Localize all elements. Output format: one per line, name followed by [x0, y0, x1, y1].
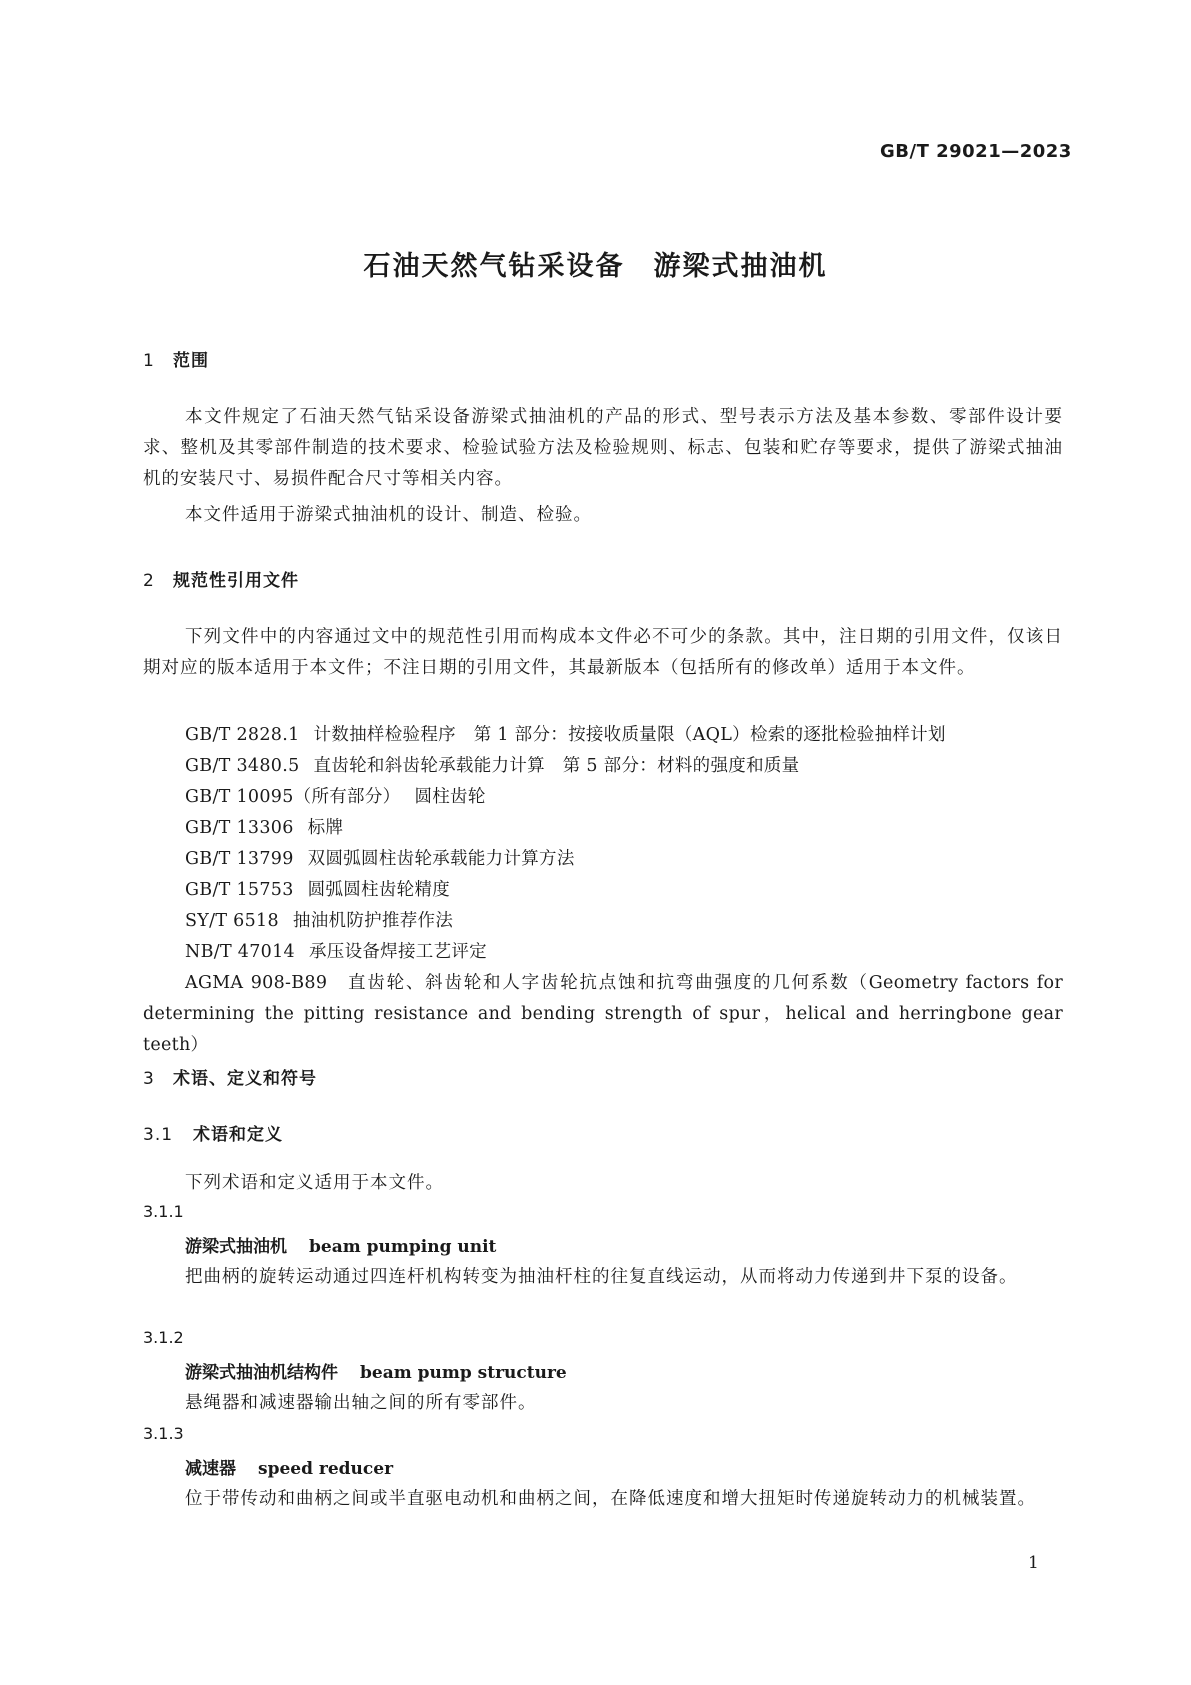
page-number: 1 [1028, 1553, 1039, 1573]
terms-intro: 下列术语和定义适用于本文件。 [185, 1173, 444, 1193]
reference-item [185, 720, 946, 751]
reference-title: 承压设备焊接工艺评定 [308, 942, 487, 962]
reference-item [185, 875, 450, 906]
standard-code: GB/T 29021—2023 [880, 141, 1072, 162]
subsection-title: 术语和定义 [193, 1125, 283, 1145]
normative-intro: 下列文件中的内容通过文中的规范性引用而构成本文件必不可少的条款。其中，注日期的引用文件，仅该日期对应的版本适用于本文件；不注日期的引用文件，其最新版本（包括所有的修改单）适用于本文件。 [143, 627, 1063, 678]
section-3-heading [143, 1064, 317, 1089]
term-entry [185, 1454, 393, 1479]
section-1-heading [143, 346, 209, 371]
section-number: 2 [143, 571, 155, 591]
reference-title: 双圆弧圆柱齿轮承载能力计算方法 [307, 849, 575, 869]
reference-code: NB/T 47014 [185, 942, 295, 962]
term-cn: 游梁式抽油机结构件 [185, 1363, 338, 1383]
reference-item [185, 937, 487, 968]
reference-title: 计数抽样检验程序 第 1 部分：按接收质量限（AQL）检索的逐批检验抽样计划 [313, 725, 946, 745]
subsection-number: 3.1 [143, 1125, 174, 1145]
document-title: 石油天然气钻采设备 游梁式抽油机 [363, 251, 828, 282]
scope-paragraph-2: 本文件适用于游梁式抽油机的设计、制造、检验。 [185, 505, 592, 525]
reference-title: 圆柱齿轮 [414, 787, 486, 807]
term-entry [185, 1232, 496, 1257]
reference-code: GB/T 13799 [185, 849, 294, 869]
term-en: beam pumping unit [309, 1237, 497, 1257]
section-number: 1 [143, 351, 155, 371]
term-en: speed reducer [258, 1459, 394, 1479]
reference-code: GB/T 10095（所有部分） [185, 787, 401, 807]
reference-code: SY/T 6518 [185, 911, 279, 931]
reference-title: 直齿轮和斜齿轮承载能力计算 第 5 部分：材料的强度和质量 [313, 756, 800, 776]
term-definition: 悬绳器和减速器输出轴之间的所有零部件。 [185, 1393, 537, 1413]
term-definition: 位于带传动和曲柄之间或半直驱电动机和曲柄之间，在降低速度和增大扭矩时传递旋转动力的机械装置。 [185, 1489, 1036, 1509]
reference-title: 抽油机防护推荐作法 [292, 911, 454, 931]
reference-item [185, 751, 799, 782]
section-title: 范围 [173, 351, 209, 371]
term-cn: 游梁式抽油机 [185, 1237, 287, 1257]
reference-item [185, 782, 486, 813]
reference-code: GB/T 3480.5 [185, 756, 300, 776]
term-number: 3.1.2 [143, 1328, 184, 1347]
term-definition: 把曲柄的旋转运动通过四连杆机构转变为抽油杆柱的往复直线运动，从而将动力传递到井下泵的设备。 [185, 1267, 1018, 1287]
reference-item [185, 906, 453, 937]
scope-paragraph-1: 本文件规定了石油天然气钻采设备游梁式抽油机的产品的形式、型号表示方法及基本参数、零部件设计要求、整机及其零部件制造的技术要求、检验试验方法及检验规则、标志、包装和贮存等要求，提供了游梁式抽油机的安装尺寸、易损件配合尺寸等相关内容。 [143, 407, 1063, 489]
reference-code: GB/T 13306 [185, 818, 294, 838]
reference-title: 标牌 [307, 818, 344, 838]
section-2-heading [143, 566, 299, 591]
term-en: beam pump structure [360, 1363, 567, 1383]
term-cn: 减速器 [185, 1459, 236, 1479]
section-title: 术语、定义和符号 [173, 1069, 317, 1089]
section-number: 3 [143, 1069, 155, 1089]
term-entry [185, 1358, 567, 1383]
reference-code: GB/T 2828.1 [185, 725, 300, 745]
term-number: 3.1.1 [143, 1202, 184, 1221]
section-title: 规范性引用文件 [173, 571, 299, 591]
reference-item [185, 844, 575, 875]
subsection-3-1-heading [143, 1120, 283, 1145]
reference-code: GB/T 15753 [185, 880, 294, 900]
term-number: 3.1.3 [143, 1424, 184, 1443]
reference-item-agma: AGMA 908-B89 直齿轮、斜齿轮和人字齿轮抗点蚀和抗弯曲强度的几何系数（Geometry factors for determining the pitting resistance and bending strength of spur，helical and herringbone gear teeth） [143, 973, 1063, 1055]
reference-item [185, 813, 343, 844]
reference-title: 圆弧圆柱齿轮精度 [307, 880, 451, 900]
